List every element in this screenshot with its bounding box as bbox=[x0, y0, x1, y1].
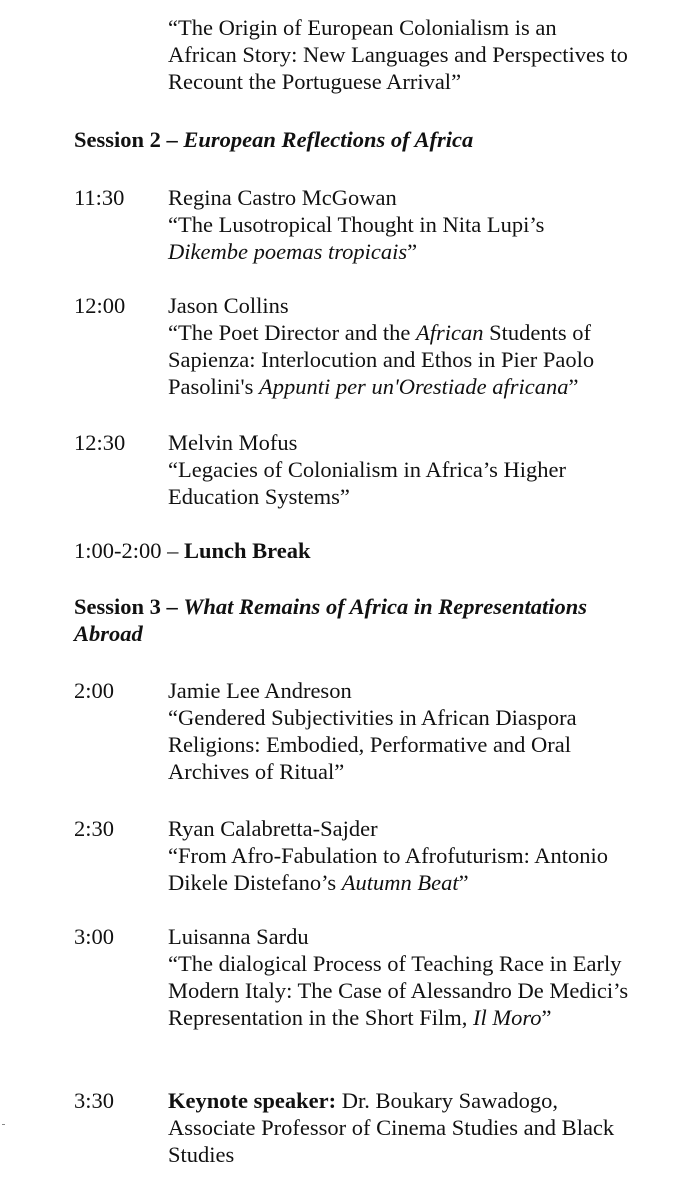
talk-title-end: ” bbox=[568, 374, 579, 399]
keynote-affiliation-line: Studies bbox=[168, 1142, 235, 1167]
intro-title-line-2: African Story: New Languages and Perspectives to bbox=[168, 42, 628, 67]
keynote-speaker-name: Dr. Boukary Sawadogo, bbox=[336, 1088, 558, 1113]
talk-title-part: Pasolini's bbox=[168, 374, 259, 399]
entry-time: 11:30 bbox=[74, 185, 125, 210]
entry-body bbox=[168, 677, 678, 785]
talk-title-end: ” bbox=[541, 1005, 552, 1030]
speaker-name: Melvin Mofus bbox=[168, 430, 298, 455]
talk-title-italic: Autumn Beat bbox=[341, 870, 459, 895]
talk-title-italic: Dikembe poemas tropicais bbox=[168, 239, 408, 264]
keynote-line-1 bbox=[168, 1087, 678, 1114]
entry-time: 2:00 bbox=[74, 678, 115, 703]
talk-title-line bbox=[168, 373, 678, 400]
speaker-name: Jason Collins bbox=[168, 293, 289, 318]
entry-time: 2:30 bbox=[74, 816, 115, 841]
entry-time: 12:30 bbox=[74, 430, 126, 455]
talk-title-end: ” bbox=[458, 870, 469, 895]
entry-body bbox=[168, 292, 678, 400]
talk-title-line bbox=[168, 1004, 678, 1031]
lunch-label: Lunch Break bbox=[184, 538, 311, 563]
intro-talk-title bbox=[168, 14, 678, 95]
speaker-name: Regina Castro McGowan bbox=[168, 185, 397, 210]
entry-body bbox=[168, 1087, 678, 1168]
talk-title-line bbox=[168, 319, 678, 346]
session-2-title: European Reflections of Africa bbox=[183, 127, 474, 152]
talk-title-line: Sapienza: Interlocution and Ethos in Pier Paolo bbox=[168, 347, 595, 372]
entry-time: 3:30 bbox=[74, 1088, 115, 1113]
talk-title-line bbox=[168, 869, 678, 896]
talk-title-italic: Il Moro bbox=[472, 1005, 542, 1030]
talk-title-line bbox=[168, 238, 678, 265]
session-3-title: What Remains of Africa in Representations bbox=[183, 594, 587, 619]
keynote-affiliation-line: Associate Professor of Cinema Studies and Black bbox=[168, 1115, 615, 1140]
session-2-label: Session 2 – bbox=[74, 127, 184, 152]
talk-title-italic: Appunti per un'Orestiade africana bbox=[258, 374, 569, 399]
talk-title-end: ” bbox=[407, 239, 418, 264]
talk-title-line: Education Systems” bbox=[168, 484, 350, 509]
talk-title-line: Religions: Embodied, Performative and Oral bbox=[168, 732, 572, 757]
talk-title-line: Modern Italy: The Case of Alessandro De Medici’s bbox=[168, 978, 629, 1003]
session-3-title-cont: Abroad bbox=[74, 621, 143, 646]
entry-body bbox=[168, 815, 678, 896]
intro-title-line-3: Recount the Portuguese Arrival” bbox=[168, 69, 462, 94]
talk-title-line: “The dialogical Process of Teaching Race in Early bbox=[168, 951, 622, 976]
scan-edge-mark bbox=[2, 1124, 5, 1125]
lunch-break bbox=[74, 537, 311, 564]
talk-title-line: “Gendered Subjectivities in African Diaspora bbox=[168, 705, 577, 730]
session-2-heading bbox=[74, 126, 674, 153]
entry-body bbox=[168, 923, 678, 1031]
talk-title-line: “Legacies of Colonialism in Africa’s Higher bbox=[168, 457, 567, 482]
talk-title-part: Representation in the Short Film, bbox=[168, 1005, 473, 1030]
session-3-heading-line-2 bbox=[74, 620, 674, 647]
talk-title-part: “The Poet Director and the bbox=[168, 320, 417, 345]
speaker-name: Jamie Lee Andreson bbox=[168, 678, 352, 703]
talk-title-line: “The Lusotropical Thought in Nita Lupi’s bbox=[168, 212, 545, 237]
session-3-heading bbox=[74, 593, 674, 647]
talk-title-line: Archives of Ritual” bbox=[168, 759, 345, 784]
talk-title-part: Dikele Distefano’s bbox=[168, 870, 342, 895]
talk-title-line: “From Afro-Fabulation to Afrofuturism: Antonio bbox=[168, 843, 608, 868]
lunch-time: 1:00-2:00 – bbox=[74, 538, 184, 563]
entry-time: 3:00 bbox=[74, 924, 115, 949]
entry-time: 12:00 bbox=[74, 293, 126, 318]
talk-title-italic: African bbox=[416, 320, 484, 345]
speaker-name: Luisanna Sardu bbox=[168, 924, 309, 949]
speaker-name: Ryan Calabretta-Sajder bbox=[168, 816, 378, 841]
talk-title-part: Students of bbox=[483, 320, 592, 345]
session-3-label: Session 3 – bbox=[74, 594, 184, 619]
entry-body bbox=[168, 184, 678, 265]
session-3-heading-line-1 bbox=[74, 593, 674, 620]
intro-title-line-1: “The Origin of European Colonialism is an bbox=[168, 15, 557, 40]
entry-body bbox=[168, 429, 678, 510]
keynote-label: Keynote speaker: bbox=[168, 1088, 337, 1113]
